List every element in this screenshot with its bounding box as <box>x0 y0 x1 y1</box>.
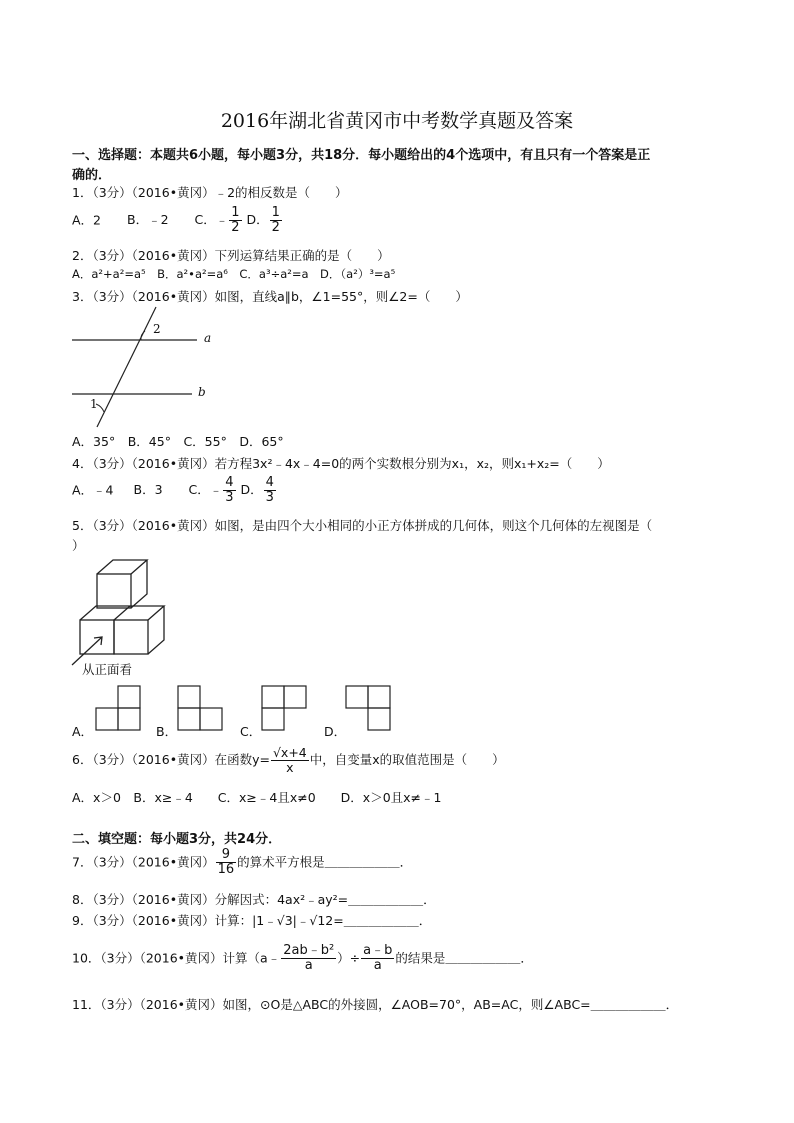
q1-option-a: A．2 <box>72 212 102 228</box>
section1-heading-line2: 确的． <box>72 168 112 183</box>
q3-angle-1-label: 1 <box>90 397 98 411</box>
section2-heading: 二、填空题：每小题3分，共24分． <box>72 832 282 847</box>
q5-option-c-label: C． <box>240 724 262 739</box>
q11-text: 11．（3分）（2016•黄冈）如图，⊙O是△ABC的外接圆，∠AOB=70°，AB=AC，则∠ABC=＿＿＿＿＿＿． <box>72 997 679 1012</box>
q4-option-b: B．3 <box>133 482 163 498</box>
q3-line-b-label: b <box>198 385 206 399</box>
q3-line-a-label: a <box>204 331 212 345</box>
q6-stem: 6．（3分）（2016•黄冈）在函数y= $\frac{√x+4}{x}$ 中，自变量x的取值范围是（ ） <box>72 745 505 775</box>
section1-heading-line1: 一、选择题：本题共6小题，每小题3分，共18分．每小题给出的4个选项中，有且只有一个答案是正 <box>72 148 651 163</box>
page-title: 2016年湖北省黄冈市中考数学真题及答案 <box>220 110 574 132</box>
q5-view-label: 从正面看 <box>82 662 133 677</box>
q8-text: 8．（3分）（2016•黄冈）分解因式：4ax²﹣ay²=＿＿＿＿＿＿． <box>72 892 436 907</box>
q3-options: A．35° B．45° C．55° D．65° <box>72 434 284 449</box>
q10-text: 10．（3分）（2016•黄冈）计算（a﹣ $\frac{\text{2ab﹣b²}}{a}$ ）÷ $\frac{a﹣b}{a}$ 的结果是＿＿＿＿＿＿． <box>72 943 533 974</box>
q4-option-d: D． $\frac{4}{3}$ <box>240 475 274 506</box>
q5-option-b-label: B． <box>156 724 178 739</box>
q5-option-a-label: A． <box>72 724 94 739</box>
q1-option-d: D． $\frac{1}{2}$ <box>246 205 280 236</box>
q5-stem-line1: 5．（3分）（2016•黄冈）如图，是由四个大小相同的小正方体拼成的几何体，则这个几何体的左视图是（ <box>72 518 653 533</box>
q4-option-c: C．﹣ $\frac{4}{3}$ <box>188 475 234 506</box>
q3-angle-2-label: 2 <box>153 322 161 336</box>
q4-option-a: A．﹣4 <box>72 482 114 498</box>
q5-stem-line2: ） <box>72 538 85 553</box>
q1-stem: 1．（3分）（2016•黄冈）﹣2的相反数是（ ） <box>72 185 348 200</box>
q7-text: 7．（3分）（2016•黄冈） $\frac{9}{16}$ 的算术平方根是＿＿＿＿＿＿． <box>72 847 413 878</box>
q2-stem: 2．（3分）（2016•黄冈）下列运算结果正确的是（ ） <box>72 248 390 263</box>
q1-option-c: C．﹣ $\frac{1}{2}$ <box>194 205 240 236</box>
q9-text: 9．（3分）（2016•黄冈）计算：|1﹣√3|﹣√12=＿＿＿＿＿＿． <box>72 913 432 928</box>
q6-options: A．x＞0 B．x≥﹣4 C．x≥﹣4且x≠0 D．x＞0且x≠﹣1 <box>72 790 442 805</box>
q5-option-d-label: D． <box>324 724 347 739</box>
q4-stem: 4．（3分）（2016•黄冈）若方程3x²﹣4x﹣4=0的两个实数根分别为x₁，x₂，则x₁+x₂=（ ） <box>72 456 610 471</box>
q2-options: A．a²+a²=a⁵ B．a²•a²=a⁶ C．a³÷a²=a D．（a²）³=a⁵ <box>72 267 396 281</box>
q3-stem: 3．（3分）（2016•黄冈）如图，直线a∥b，∠1=55°，则∠2=（ ） <box>72 289 468 304</box>
q1-option-b: B．﹣2 <box>127 212 169 228</box>
